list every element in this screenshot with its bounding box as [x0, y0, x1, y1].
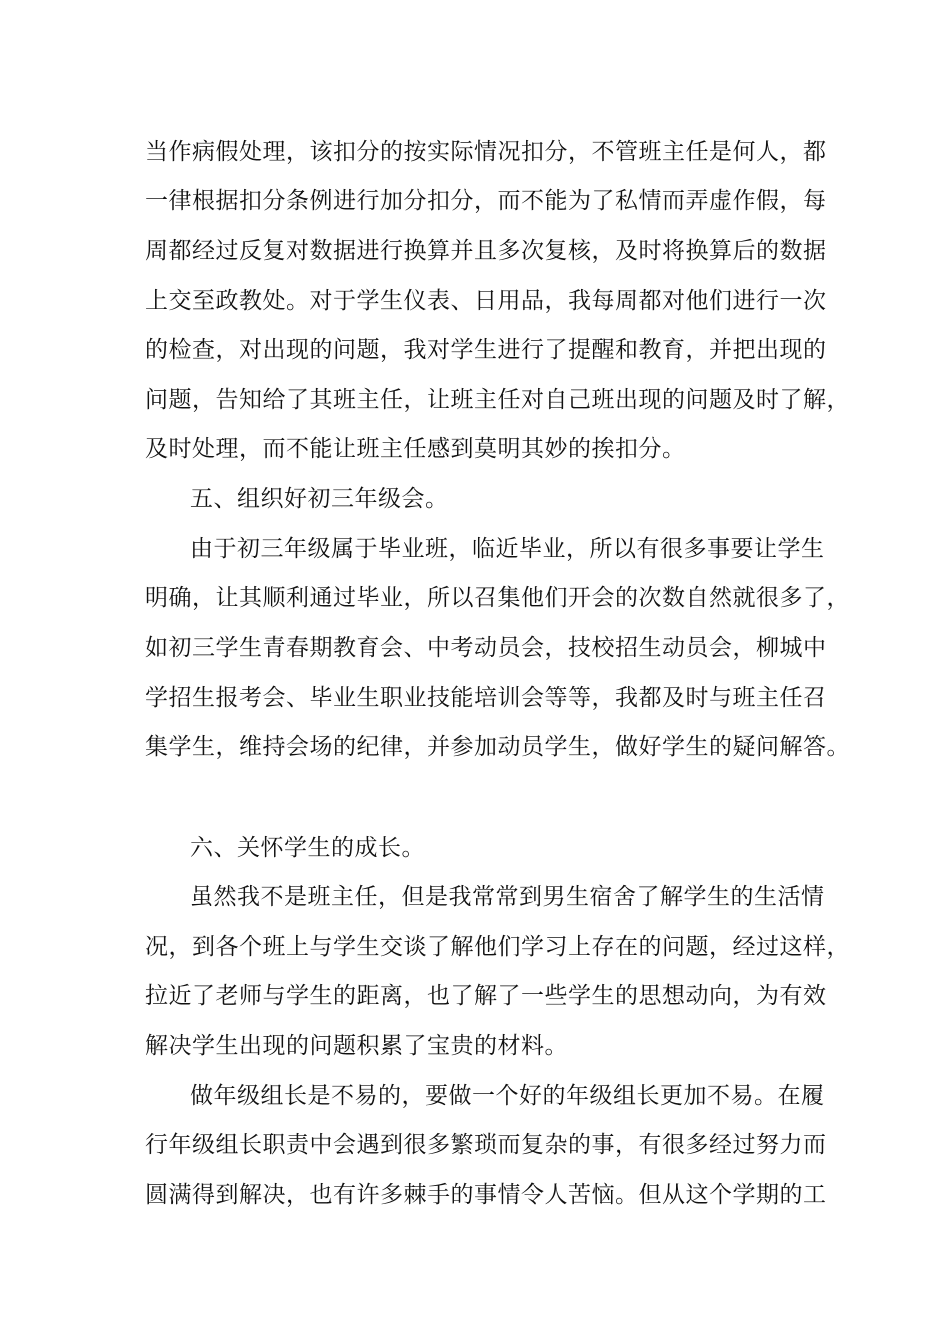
- text-line: 学招生报考会、毕业生职业技能培训会等等，我都及时与班主任召: [145, 685, 827, 711]
- section-heading: 五、组织好初三年级会。: [190, 486, 449, 512]
- text-line: 由于初三年级属于毕业班，临近毕业，所以有很多事要让学生: [190, 536, 825, 562]
- text-line: 集学生，维持会场的纪律，并参加动员学生，做好学生的疑问解答。: [145, 734, 850, 760]
- section-heading: 六、关怀学生的成长。: [190, 835, 425, 861]
- text-line: 问题，告知给了其班主任，让班主任对自己班出现的问题及时了解，: [145, 387, 850, 413]
- text-line: 如初三学生青春期教育会、中考动员会，技校招生动员会，柳城中: [145, 635, 827, 661]
- text-line: 况，到各个班上与学生交谈了解他们学习上存在的问题，经过这样，: [145, 934, 850, 960]
- text-line: 当作病假处理，该扣分的按实际情况扣分，不管班主任是何人，都: [145, 139, 827, 165]
- text-line: 圆满得到解决，也有许多棘手的事情令人苦恼。但从这个学期的工: [145, 1182, 827, 1208]
- text-line: 的检查，对出现的问题，我对学生进行了提醒和教育，并把出现的: [145, 337, 827, 363]
- text-line: 上交至政教处。对于学生仪表、日用品，我每周都对他们进行一次: [145, 288, 827, 314]
- text-line: 解决学生出现的问题积累了宝贵的材料。: [145, 1033, 568, 1059]
- text-line: 做年级组长是不易的，要做一个好的年级组长更加不易。在履: [190, 1083, 825, 1109]
- text-line: 行年级组长职责中会遇到很多繁琐而复杂的事，有很多经过努力而: [145, 1132, 827, 1158]
- text-line: 一律根据扣分条例进行加分扣分，而不能为了私情而弄虚作假，每: [145, 188, 827, 214]
- text-line: 拉近了老师与学生的距离，也了解了一些学生的思想动向，为有效: [145, 983, 827, 1009]
- text-line: 周都经过反复对数据进行换算并且多次复核，及时将换算后的数据: [145, 238, 827, 264]
- text-line: 虽然我不是班主任，但是我常常到男生宿舍了解学生的生活情: [190, 884, 825, 910]
- text-line: 明确，让其顺利通过毕业，所以召集他们开会的次数自然就很多了，: [145, 585, 850, 611]
- text-line: 及时处理，而不能让班主任感到莫明其妙的挨扣分。: [145, 436, 686, 462]
